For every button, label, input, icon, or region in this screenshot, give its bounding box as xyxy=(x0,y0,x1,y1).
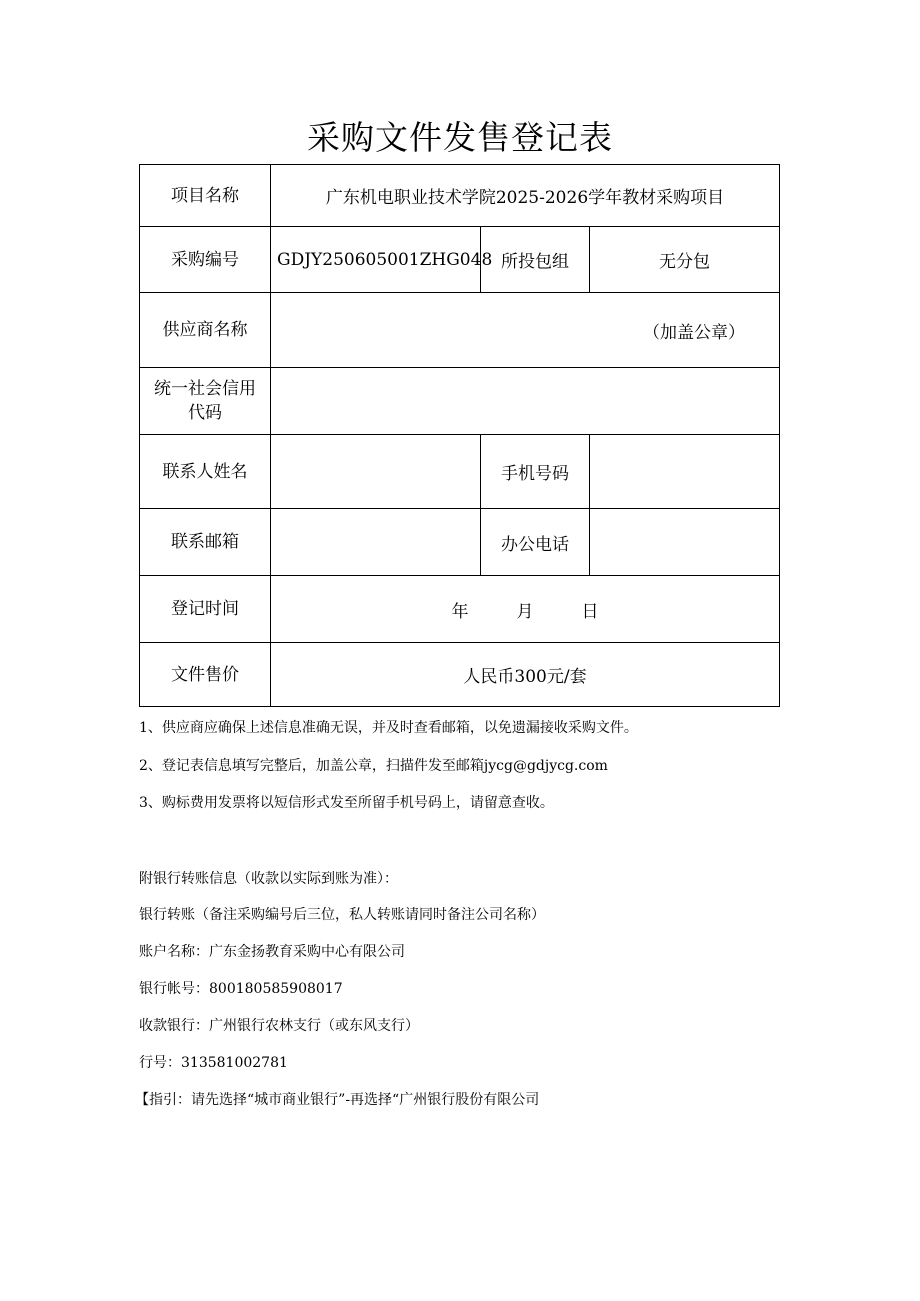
row-contact xyxy=(140,435,780,509)
row-project-name xyxy=(140,165,780,227)
project-name-label: 项目名称 xyxy=(140,165,271,227)
credit-code-label xyxy=(140,368,271,435)
note-3: 3、购标费用发票将以短信形式发至所留手机号码上，请留意查收。 xyxy=(139,795,554,811)
bank-name: 收款银行：广州银行农林支行（或东风支行） xyxy=(139,1018,419,1034)
bank-account-no: 银行帐号：800180585908017 xyxy=(139,981,343,997)
price-value: 人民币300元/套 xyxy=(271,643,780,707)
row-supplier-name xyxy=(140,293,780,368)
date-year: 年 xyxy=(451,601,469,622)
price-label: 文件售价 xyxy=(140,643,271,707)
procurement-no-label: 采购编号 xyxy=(140,227,271,293)
row-price xyxy=(140,643,780,707)
bid-package-label: 所投包组 xyxy=(481,227,590,293)
supplier-name-label: 供应商名称 xyxy=(140,293,271,368)
bank-heading: 附银行转账信息（收款以实际到账为准）： xyxy=(139,871,398,887)
mobile-field[interactable] xyxy=(590,435,780,509)
office-phone-field[interactable] xyxy=(590,509,780,576)
procurement-no-value: GDJY250605001ZHG048 xyxy=(271,227,481,293)
bank-code: 行号：313581002781 xyxy=(139,1055,288,1071)
row-procurement-no xyxy=(140,227,780,293)
bank-transfer-note: 银行转账（备注采购编号后三位，私人转账请同时备注公司名称） xyxy=(139,907,545,923)
row-credit-code xyxy=(140,368,780,435)
row-email xyxy=(140,509,780,576)
row-register-time xyxy=(140,576,780,643)
office-phone-label: 办公电话 xyxy=(481,509,590,576)
document-title: 采购文件发售登记表 xyxy=(307,118,613,157)
register-time-field[interactable] xyxy=(271,576,780,643)
note-2: 2、登记表信息填写完整后，加盖公章，扫描件发至邮箱jycg@gdjycg.com xyxy=(139,758,608,774)
date-month: 月 xyxy=(516,601,534,622)
supplier-name-field[interactable] xyxy=(271,293,780,368)
note-1: 1、供应商应确保上述信息准确无误，并及时查看邮箱，以免遗漏接收采购文件。 xyxy=(139,720,638,736)
email-field[interactable] xyxy=(271,509,481,576)
bank-account-name: 账户名称：广东金扬教育采购中心有限公司 xyxy=(139,944,405,960)
contact-name-field[interactable] xyxy=(271,435,481,509)
date-day: 日 xyxy=(581,601,599,622)
credit-code-label-line1: 统一社会信用 xyxy=(154,379,256,399)
contact-name-label: 联系人姓名 xyxy=(140,435,271,509)
seal-note: （加盖公章） xyxy=(643,322,745,343)
credit-code-field[interactable] xyxy=(271,368,780,435)
bid-package-value: 无分包 xyxy=(590,227,780,293)
credit-code-label-line2: 代码 xyxy=(188,403,222,423)
registration-form xyxy=(139,164,780,707)
email-label: 联系邮箱 xyxy=(140,509,271,576)
register-time-label: 登记时间 xyxy=(140,576,271,643)
project-name-value: 广东机电职业技术学院2025-2026学年教材采购项目 xyxy=(271,165,780,227)
bank-guide: 【指引：请先选择“城市商业银行”-再选择“广州银行股份有限公司 xyxy=(135,1092,540,1108)
mobile-label: 手机号码 xyxy=(481,435,590,509)
